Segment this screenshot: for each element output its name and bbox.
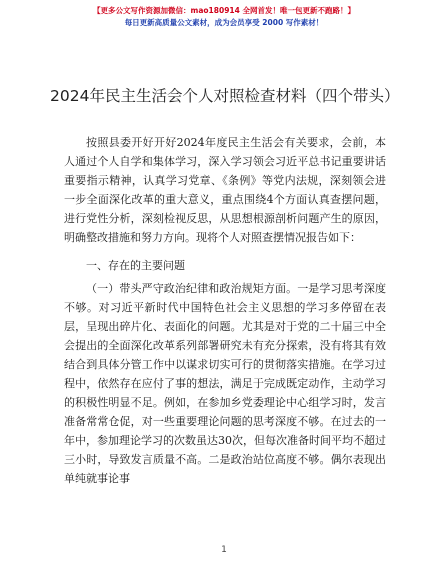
document-body bbox=[64, 133, 386, 488]
body-paragraph: （一）带头严守政治纪律和政治规矩方面。一是学习思考深度不够。对习近平新时代中国特色社会主义思想的学习多停留在表层，呈现出碎片化、表面化的问题。尤其是对于党的二十届三中全会提出的全面深化改革系列部署研究未有充分探索，没有将其有效结合到具体分管工作中以谋求切实可行的贯彻落实措施。在学习过程中，依然存在应付了事的想法，满足于完成既定动作，主动学习的积极性明显不足。例如，在参加乡党委理论中心组学习时，发言准备常常仓促，对一些重要理论问题的思考深度不够。在过去的一年中，参加理论学习的次数虽达30次，但每次准备时间平均不超过三小时，导致发言质量不高。二是政治站位高度不够。偶尔表现出单纯就事论事 bbox=[64, 282, 386, 485]
document-title: 2024年民主生活会个人对照检查材料（四个带头） bbox=[50, 87, 400, 105]
intro-paragraph: 按照县委开好开好2024年度民主生活会有关要求，会前，本人通过个人自学和集体学习，深入学习领会习近平总书记重要讲话重要指示精神，认真学习党章、《条例》等党内法规，深刻领会进一步全面深化改革的重大意义，重点围绕4个方面认真查摆问题，进行党性分析，深刻检视反思，从思想根源剖析问题产生的原因，明确整改措施和努力方向。现将个人对照查摆情况报告如下： bbox=[64, 136, 386, 244]
page-number: 1 bbox=[221, 545, 227, 555]
promo-line-2: 每日更新高质量公文素材，成为会员享受 2000 写作素材！ bbox=[124, 18, 324, 27]
promo-line-1: 【更多公文写作资源加微信：mao180914 全网首发！唯一包更新不跑路！】 bbox=[93, 6, 355, 15]
section-heading: 一、存在的主要问题 bbox=[86, 259, 185, 272]
promo-banner bbox=[0, 5, 448, 29]
